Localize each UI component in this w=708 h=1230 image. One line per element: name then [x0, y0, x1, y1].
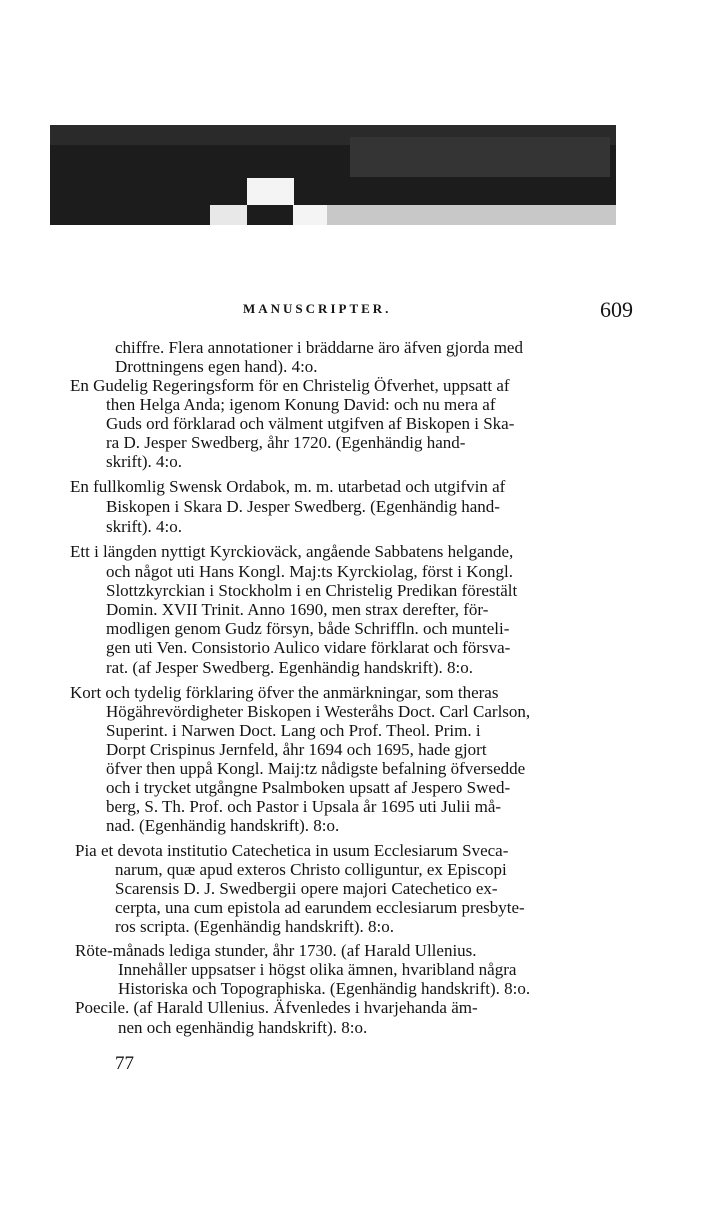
text-line: Kort och tydelig förklaring öfver the anmärkningar, som theras — [70, 683, 499, 702]
text-line: och något uti Hans Kongl. Maj:ts Kyrckiolag, först i Kongl. — [106, 562, 514, 581]
text-line: Poecile. (af Harald Ullenius. Äfvenledes i hvarjehanda äm- — [75, 998, 478, 1017]
text-line: Biskopen i Skara D. Jesper Swedberg. (Egenhändig hand- — [106, 497, 500, 516]
text-line: cerpta, una cum epistola ad earundem ecclesiarum presbyte- — [115, 898, 525, 917]
text-line: Innehåller uppsatser i högst olika ämnen, hvaribland några — [118, 960, 517, 979]
text-line: öfver then uppå Kongl. Maij:tz nådigste befalning öfversedde — [106, 759, 526, 778]
text-line: nen och egenhändig handskrift). 8:o. — [118, 1018, 368, 1037]
text-line: Pia et devota institutio Catechetica in usum Ecclesiarum Sveca- — [75, 841, 509, 860]
text-line: skrift). 4:o. — [106, 452, 183, 471]
text-line: skrift). 4:o. — [106, 517, 183, 536]
page-header — [0, 297, 708, 337]
text-line: modligen genom Gudz försyn, både Schriffln. och munteli- — [106, 619, 510, 638]
text-line: Historiska och Topographiska. (Egenhändig handskrift). 8:o. — [118, 979, 531, 998]
text-line: Ett i längden nyttigt Kyrckioväck, angående Sabbatens helgande, — [70, 542, 514, 561]
running-head: MANUSCRIPTER. — [243, 301, 392, 316]
text-line: Högährevördigheter Biskopen i Westeråhs Doct. Carl Carlson, — [106, 702, 531, 721]
signature-mark: 77 — [115, 1053, 134, 1074]
text-line: Superint. i Narwen Doct. Lang och Prof. Theol. Prim. i — [106, 721, 481, 740]
text-line: berg, S. Th. Prof. och Pastor i Upsala år 1695 uti Julii må- — [106, 797, 502, 816]
text-line: chiffre. Flera annotationer i bräddarne äro äfven gjorda med — [115, 338, 523, 357]
text-line: Röte-månads lediga stunder, åhr 1730. (af Harald Ullenius. — [75, 941, 477, 960]
text-line: En Gudelig Regeringsform för en Christelig Öfverhet, uppsatt af — [70, 376, 510, 395]
text-line: En fullkomlig Swensk Ordabok, m. m. utarbetad och utgifvin af — [70, 477, 506, 496]
text-line: then Helga Anda; igenom Konung David: och nu mera af — [106, 395, 496, 414]
text-line: Scarensis D. J. Swedbergii opere majori Catechetico ex- — [115, 879, 498, 898]
scan-border-strip — [50, 125, 616, 225]
text-line: Guds ord förklarad och välment utgifven af Biskopen i Ska- — [106, 414, 515, 433]
text-line: Slottzkyrckian i Stockholm i en Christelig Predikan förestält — [106, 581, 518, 600]
text-line: nad. (Egenhändig handskrift). 8:o. — [106, 816, 340, 835]
text-line: och i trycket utgångne Psalmboken upsatt af Jespero Swed- — [106, 778, 511, 797]
text-line: Drottningens egen hand). 4:o. — [115, 357, 318, 376]
text-line: ros scripta. (Egenhändig handskrift). 8:o. — [115, 917, 395, 936]
page-number: 609 — [600, 297, 633, 322]
text-line: gen uti Ven. Consistorio Aulico vidare förklarat och försva- — [106, 638, 511, 657]
text-line: Dorpt Crispinus Jernfeld, åhr 1694 och 1695, hade gjort — [106, 740, 487, 759]
text-line: rat. (af Jesper Swedberg. Egenhändig handskrift). 8:o. — [106, 658, 473, 677]
text-line: ra D. Jesper Swedberg, åhr 1720. (Egenhändig hand- — [106, 433, 466, 452]
text-line: narum, quæ apud exteros Christo colliguntur, ex Episcopi — [115, 860, 507, 879]
text-line: Domin. XVII Trinit. Anno 1690, men strax derefter, för- — [106, 600, 489, 619]
